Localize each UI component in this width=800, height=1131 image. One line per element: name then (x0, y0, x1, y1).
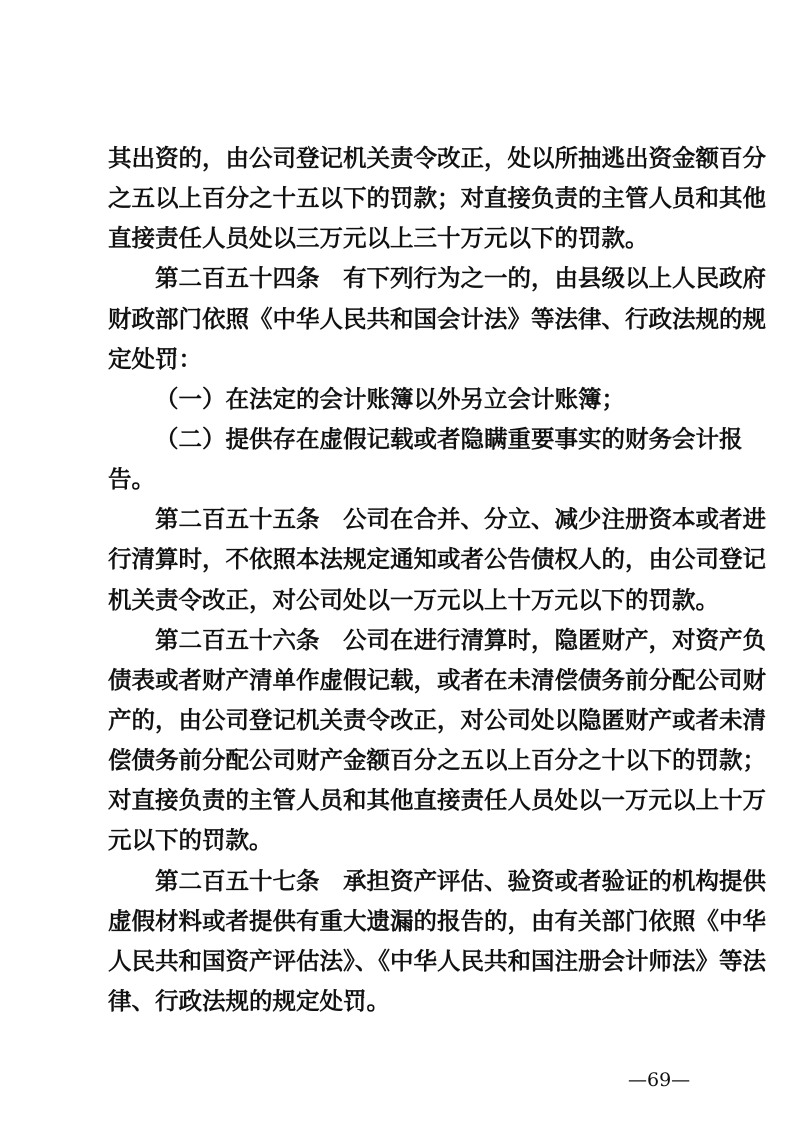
page-number: —69— (628, 1069, 691, 1091)
text-line: 机关责令改正，对公司处以一万元以上十万元以下的罚款。 (108, 586, 719, 614)
text-line: 虚假材料或者提供有重大遗漏的报告的，由有关部门依照《中华 (108, 907, 766, 935)
text-line: 产的，由公司登记机关责令改正，对公司处以隐匿财产或者未清 (108, 706, 766, 734)
text-line: 偿债务前分配公司财产金额百分之五以上百分之十以下的罚款； (108, 746, 766, 774)
text-line: 其出资的，由公司登记机关责令改正，处以所抽逃出资金额百分 (108, 144, 766, 172)
text-line: 告。 (108, 465, 155, 493)
text-line: （一）在法定的会计账簿以外另立会计账簿； (155, 385, 625, 413)
text-line: 第二百五十五条 公司在合并、分立、减少注册资本或者进 (155, 505, 766, 533)
text-line: 之五以上百分之十五以下的罚款；对直接负责的主管人员和其他 (108, 184, 766, 212)
text-line: 财政部门依照《中华人民共和国会计法》等法律、行政法规的规 (108, 305, 766, 333)
text-line: 行清算时，不依照本法规定通知或者公告债权人的，由公司登记 (108, 545, 766, 573)
text-line: 第二百五十七条 承担资产评估、验资或者验证的机构提供 (155, 867, 766, 895)
text-line: 第二百五十四条 有下列行为之一的，由县级以上人民政府 (155, 264, 766, 292)
text-line: （二）提供存在虚假记载或者隐瞒重要事实的财务会计报 (155, 425, 743, 453)
text-line: 直接责任人员处以三万元以上三十万元以下的罚款。 (108, 224, 649, 252)
text-line: 元以下的罚款。 (108, 826, 273, 854)
text-line: 人民共和国资产评估法》、《中华人民共和国注册会计师法》等法 (108, 947, 766, 975)
text-line: 律、行政法规的规定处罚。 (108, 987, 390, 1015)
text-line: 第二百五十六条 公司在进行清算时，隐匿财产，对资产负 (155, 626, 766, 654)
text-line: 对直接负责的主管人员和其他直接责任人员处以一万元以上十万 (108, 786, 766, 814)
text-line: 定处罚： (108, 345, 202, 373)
text-line: 债表或者财产清单作虚假记载，或者在未清偿债务前分配公司财 (108, 666, 766, 694)
